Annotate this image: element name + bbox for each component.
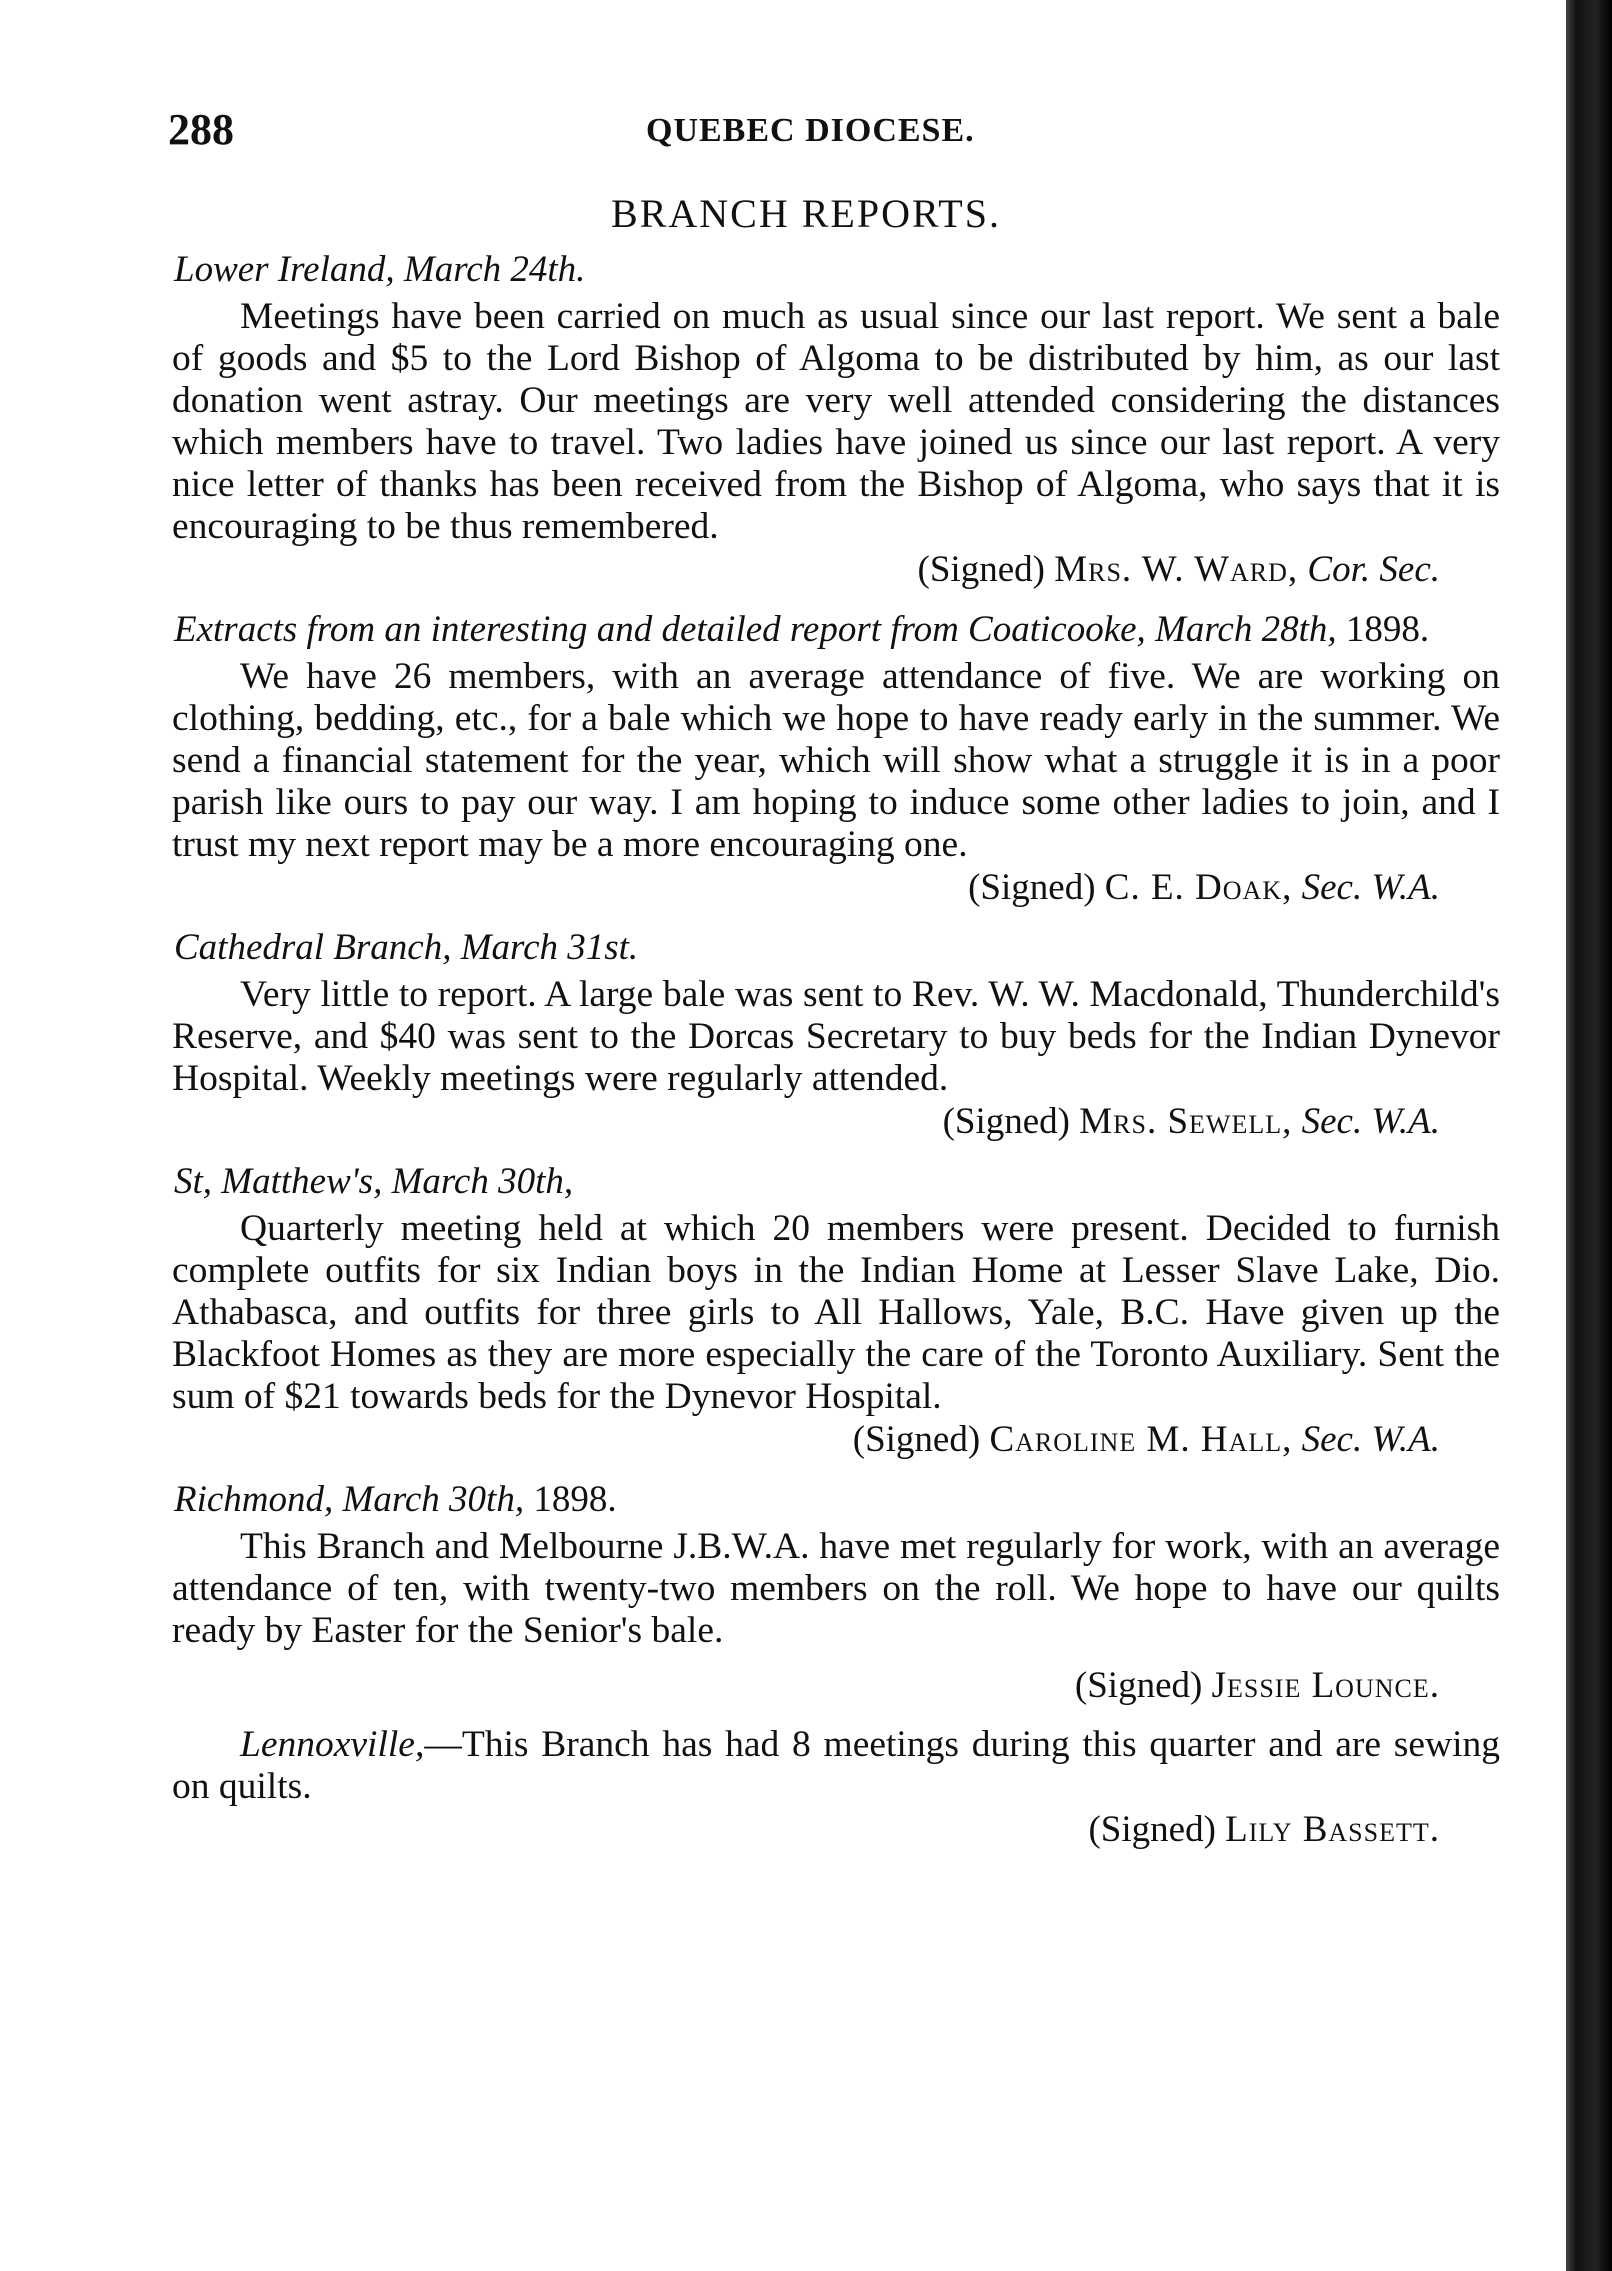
- report-body: Very little to report. A large bale was sent to Rev. W. W. Macdonald, Thunderchild's Reserve, and $40 was sent to the Dorcas Secretary to buy beds for the Indian Dynevor Hospital. Weekly meetings were regularly attended.: [172, 974, 1500, 1099]
- signed-label: (Signed): [852, 1419, 981, 1460]
- report-signature: [172, 1808, 1500, 1852]
- report-body: This Branch and Melbourne J.B.W.A. have met regularly for work, with an average attendance of ten, with twenty-two members on the roll. We hope to have our quilts ready by Easter for the Senior's bale.: [172, 1526, 1500, 1651]
- page-header: [168, 104, 1508, 164]
- report-heading: [172, 1478, 1500, 1522]
- signed-label: (Signed): [1088, 1809, 1216, 1850]
- signed-label: (Signed): [968, 867, 1096, 908]
- report-coaticooke: [172, 608, 1500, 910]
- report-heading-text: Extracts from an interesting and detailed report from Coaticooke,: [174, 609, 1146, 650]
- report-signature: [172, 1664, 1500, 1708]
- report-body: Quarterly meeting held at which 20 members were present. Decided to furnish complete outfits for six Indian boys in the Indian Home at Lesser Slave Lake, Dio. Athabasca, and outfits for three girls to All Hallows, Yale, B.C. Have given up the Blackfoot Homes as they are more especially the care of the Toronto Auxiliary. Sent the sum of $21 towards beds for the Dynevor Hospital.: [172, 1208, 1500, 1417]
- report-st-matthews: [172, 1160, 1500, 1462]
- report-body: [172, 1724, 1500, 1808]
- report-body-text: —This Branch has had 8 meetings during this quarter and are sewing on quilts.: [172, 1724, 1500, 1807]
- report-signature: [172, 1100, 1500, 1144]
- report-lower-ireland: [172, 248, 1500, 592]
- branch-reports: [172, 248, 1500, 1868]
- signatory-name: Jessie Lounce.: [1211, 1665, 1440, 1706]
- signatory-title: Sec. W.A.: [1301, 867, 1440, 908]
- report-body: Meetings have been carried on much as usual since our last report. We sent a bale of goods and $5 to the Lord Bishop of Algoma to be distributed by him, as our last donation went astray. Our meetings are very well attended considering the distances which members have to travel. Two ladies have joined us since our last report. A very nice letter of thanks has been received from the Bishop of Algoma, who says that it is encouraging to be thus remembered.: [172, 296, 1500, 547]
- running-head: QUEBEC DIOCESE.: [646, 112, 975, 149]
- signatory-name: Lily Bassett.: [1225, 1809, 1440, 1850]
- report-heading-year: 1898.: [533, 1479, 617, 1520]
- report-heading: Lower Ireland, March 24th.: [174, 249, 586, 290]
- page-number: 288: [168, 105, 234, 154]
- page-binding-edge: [1566, 0, 1612, 2271]
- report-signature: [172, 1418, 1500, 1462]
- report-heading-year: 1898.: [1345, 609, 1430, 650]
- signatory-name: Caroline M. Hall,: [989, 1419, 1293, 1460]
- signed-label: (Signed): [942, 1101, 1071, 1142]
- signed-label: (Signed): [917, 549, 1045, 590]
- signatory-title: Sec. W.A.: [1301, 1419, 1440, 1460]
- report-cathedral-branch: [172, 926, 1500, 1144]
- report-heading-text: Richmond, March 30th,: [174, 1479, 525, 1520]
- report-signature: [172, 548, 1500, 592]
- report-lennoxville: [172, 1724, 1500, 1852]
- report-signature: [172, 866, 1500, 910]
- signatory-name: Mrs. W. Ward,: [1054, 549, 1299, 590]
- report-heading: [172, 608, 1500, 652]
- report-heading: St, Matthew's, March 30th,: [174, 1161, 574, 1202]
- signatory-title: Sec. W.A.: [1301, 1101, 1440, 1142]
- report-body: We have 26 members, with an average attendance of five. We are working on clothing, bedding, etc., for a bale which we hope to have ready early in the summer. We send a financial statement for the year, which will show what a struggle it is in a poor parish like ours to pay our way. I am hoping to induce some other ladies to join, and I trust my next report may be a more encouraging one.: [172, 656, 1500, 865]
- report-richmond: [172, 1478, 1500, 1708]
- signatory-name: Mrs. Sewell,: [1079, 1101, 1293, 1142]
- report-heading: Cathedral Branch, March 31st.: [174, 927, 639, 968]
- report-heading-date: March 28th,: [1155, 609, 1337, 650]
- section-title: BRANCH REPORTS.: [611, 191, 1001, 236]
- signed-label: (Signed): [1074, 1665, 1203, 1706]
- report-lead: Lennoxville,: [240, 1724, 425, 1765]
- signatory-name: C. E. Doak,: [1104, 867, 1293, 908]
- signatory-title: Cor. Sec.: [1307, 549, 1440, 590]
